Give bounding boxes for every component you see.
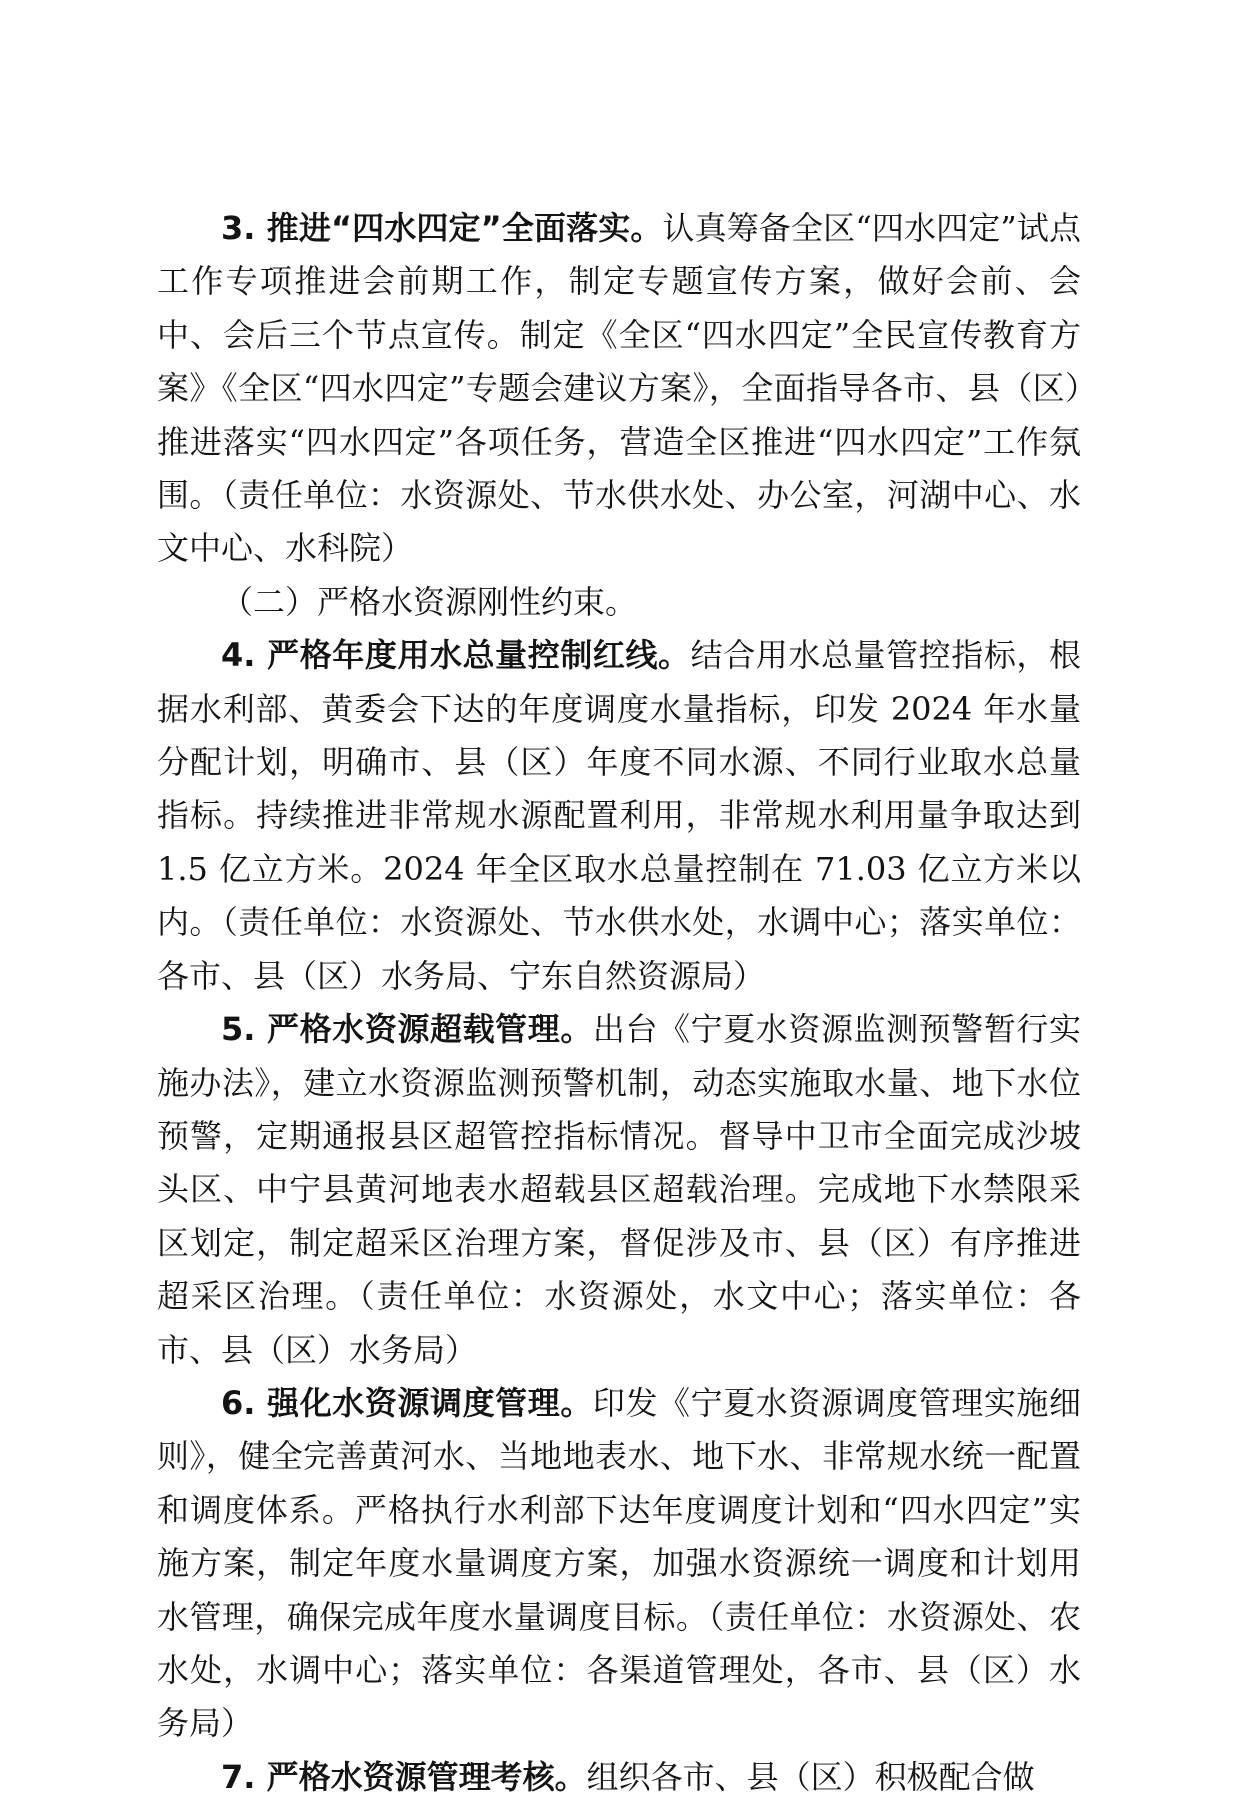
paragraph-body: 组织各市、县（区）积极配合做 bbox=[586, 1757, 1035, 1796]
paragraph-body: 认真筹备全区“四水四定”试点工作专项推进会前期工作，制定专题宣传方案，做好会前、会中、会后三个节点宣传。制定《全区“四水四定”全民宣传教育方案》《全区“四水四定”专题会建议方案》，全面指导各市、县（区）推进落实“四水四定”各项任务，营造全区推进“四水四定”工作氛围。（责任单位：水资源处、节水供水处、办公室，河湖中心、水文中心、水科院） bbox=[157, 209, 1081, 568]
paragraph-body: 出台《宁夏水资源监测预警暂行实施办法》，建立水资源监测预警机制，动态实施取水量、地下水位预警，定期通报县区超管控指标情况。督导中卫市全面完成沙坡头区、中宁县黄河地表水超载县区超载治理。完成地下水禁限采区划定，制定超采区治理方案，督促涉及市、县（区）有序推进超采区治理。（责任单位：水资源处，水文中心；落实单位：各市、县（区）水务局） bbox=[157, 1010, 1081, 1369]
paragraph-item-4 bbox=[157, 629, 1081, 1003]
paragraph-item-5 bbox=[157, 1003, 1081, 1377]
paragraph-item-6 bbox=[157, 1377, 1081, 1751]
document-page bbox=[157, 202, 1081, 1804]
paragraph-body: 印发《宁夏水资源调度管理实施细则》，健全完善黄河水、当地地表水、地下水、非常规水统一配置和调度体系。严格执行水利部下达年度调度计划和“四水四定”实施方案，制定年度水量调度方案，加强水资源统一调度和计划用水管理，确保完成年度水量调度目标。（责任单位：水资源处、农水处，水调中心；落实单位：各渠道管理处，各市、县（区）水务局） bbox=[157, 1383, 1081, 1743]
paragraph-item-3 bbox=[157, 202, 1081, 576]
section-heading: （二）严格水资源刚性约束。 bbox=[221, 582, 638, 621]
paragraph-body: 结合用水总量管控指标，根据水利部、黄委会下达的年度调度水量指标，印发 2024 年水量分配计划，明确市、县（区）年度不同水源、不同行业取水总量指标。持续推进非常规水源配置利用，非常规水利用量争取达到 1.5 亿立方米。2024 年全区取水总量控制在 71.03 亿立方米以内。（责任单位：水资源处、节水供水处，水调中心；落实单位：各市、县（区）水务局、宁东自然资源局） bbox=[157, 636, 1081, 995]
paragraph-lead: 7. 严格水资源管理考核。 bbox=[221, 1757, 587, 1796]
paragraph-lead: 4. 严格年度用水总量控制红线。 bbox=[221, 636, 691, 675]
paragraph-lead: 3. 推进“四水四定”全面落实。 bbox=[221, 209, 663, 247]
paragraph-lead: 6. 强化水资源调度管理。 bbox=[221, 1383, 593, 1422]
paragraph-item-7 bbox=[157, 1751, 1081, 1804]
paragraph-lead: 5. 严格水资源超载管理。 bbox=[221, 1010, 593, 1049]
